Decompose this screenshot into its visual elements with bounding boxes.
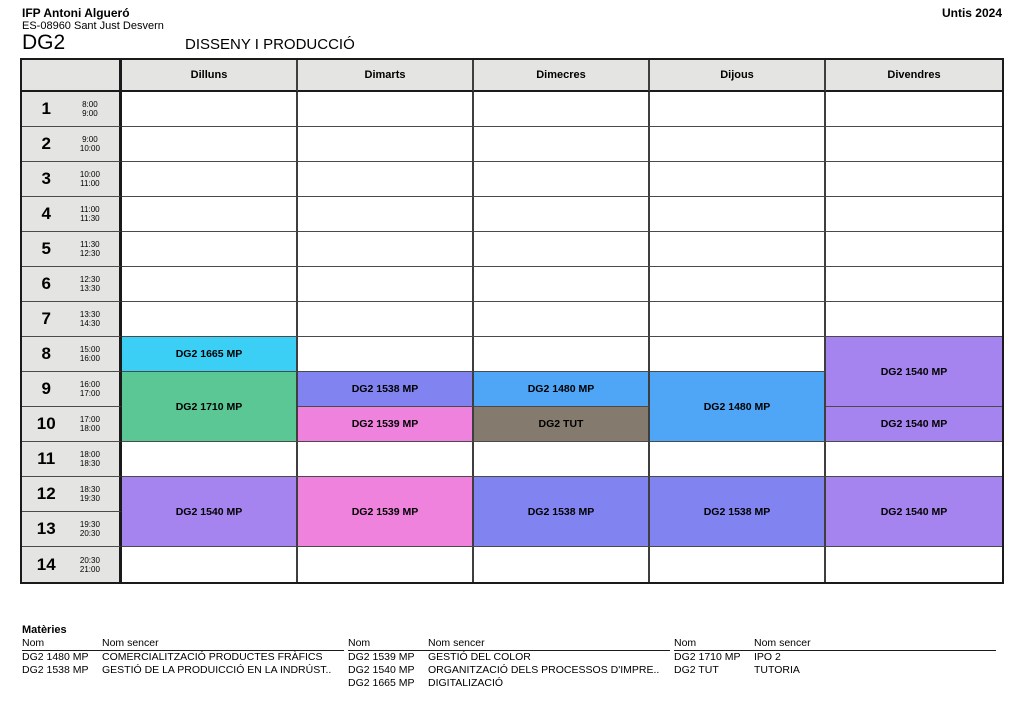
period-times: 11:00 11:30: [80, 205, 100, 223]
timetable-cell: [650, 127, 826, 162]
subject-code: DG2 TUT: [674, 664, 719, 676]
subject-code: DG2 1540 MP: [348, 664, 415, 676]
period-number: 11: [37, 449, 56, 468]
timetable-cell: [826, 267, 1002, 302]
period-times: 11:30 12:30: [79, 240, 100, 258]
timetable-cell: [298, 547, 474, 582]
lesson-block: DG2 1538 MP: [474, 477, 650, 547]
legend-row: [348, 664, 670, 677]
timetable-cell: [650, 92, 826, 127]
period-times: 20:30 21:00: [79, 555, 100, 574]
school-address: ES-08960 Sant Just Desvern: [22, 20, 164, 32]
period-number: 14: [36, 554, 56, 574]
subject-code: DG2 1480 MP: [22, 651, 89, 663]
legend-title: Matèries: [22, 624, 67, 636]
timetable-cell: [298, 162, 474, 197]
legend-row: [348, 651, 670, 664]
subject-code: DG2 1665 MP: [348, 677, 415, 689]
period-number: 7: [41, 309, 51, 328]
legend-row: [22, 664, 344, 677]
period-number: 9: [41, 379, 51, 398]
period-cell: [22, 127, 122, 162]
timetable-cell: [122, 197, 298, 232]
timetable-cell: [122, 302, 298, 337]
timetable-cell: [650, 197, 826, 232]
timetable-cell: [826, 127, 1002, 162]
timetable-cell: [650, 442, 826, 477]
lesson-block: DG2 1538 MP: [298, 372, 474, 407]
period-times: 10:00 11:00: [79, 170, 100, 188]
period-cell: [22, 232, 122, 267]
legend-header-nom-sencer: Nom sencer: [102, 637, 159, 649]
period-cell: [22, 372, 122, 407]
timetable-cell: [474, 337, 650, 372]
school-name: IFP Antoni Algueró: [22, 6, 130, 20]
day-header-divendres: Divendres: [826, 60, 1002, 92]
timetable-grid: [20, 58, 1004, 584]
period-cell: [22, 92, 122, 127]
class-title: DISSENY I PRODUCCIÓ: [185, 36, 355, 53]
timetable-cell: [298, 442, 474, 477]
subject-code: DG2 1538 MP: [22, 664, 89, 676]
timetable-cell: [122, 442, 298, 477]
day-header-dimarts: Dimarts: [298, 60, 474, 92]
timetable-cell: [826, 92, 1002, 127]
lesson-block: DG2 1710 MP: [122, 372, 298, 442]
period-cell: [22, 442, 122, 477]
subject-name: GESTIÓ DE LA PRODUICCIÓ EN LA INDRÚST..: [102, 664, 332, 676]
period-number: 10: [36, 414, 56, 433]
timetable-cell: [474, 127, 650, 162]
timetable-cell: [650, 302, 826, 337]
period-times: 8:00 9:00: [82, 100, 98, 118]
legend-header-nom: Nom: [348, 637, 371, 649]
period-times: 19:30 20:30: [79, 520, 100, 538]
lesson-block: DG2 1539 MP: [298, 477, 474, 547]
period-cell: [22, 267, 122, 302]
legend-row: [674, 651, 996, 664]
timetable-cell: [298, 267, 474, 302]
period-times: 12:30 13:30: [79, 275, 100, 293]
legend-header-nom: Nom: [674, 637, 697, 649]
legend-header-nom: Nom: [22, 637, 45, 649]
timetable-cell: [826, 547, 1002, 582]
legend-column: [22, 637, 344, 690]
timetable-cell: [122, 267, 298, 302]
timetable-cell: [298, 337, 474, 372]
period-times: 18:30 19:30: [79, 485, 100, 503]
timetable-cell: [650, 337, 826, 372]
legend-header: [674, 637, 996, 651]
lesson-block: DG2 1480 MP: [474, 372, 650, 407]
timetable-cell: [474, 92, 650, 127]
legend-columns: [22, 637, 1002, 690]
lesson-block: DG2 1540 MP: [826, 407, 1002, 442]
subject-name: IPO 2: [754, 651, 781, 663]
period-number: 1: [41, 99, 51, 118]
subject-code: DG2 1539 MP: [348, 651, 415, 663]
legend-row: [22, 651, 344, 664]
period-cell: [22, 477, 122, 512]
period-cell: [22, 302, 122, 337]
period-number: 5: [41, 239, 51, 258]
timetable-cell: [122, 232, 298, 267]
timetable-cell: [650, 162, 826, 197]
timetable-cell: [826, 302, 1002, 337]
period-cell: [22, 512, 122, 547]
legend: [22, 624, 1002, 690]
timetable-cell: [298, 232, 474, 267]
legend-row: [674, 664, 996, 677]
period-number: 2: [41, 134, 51, 153]
timetable-cell: [122, 547, 298, 582]
app-version: Untis 2024: [941, 6, 1002, 20]
timetable-cell: [122, 92, 298, 127]
period-cell: [22, 197, 122, 232]
class-code: DG2: [22, 31, 66, 54]
timetable-corner: [22, 60, 122, 92]
lesson-block: DG2 1540 MP: [826, 337, 1002, 407]
period-times: 17:00 18:00: [79, 415, 100, 433]
period-number: 8: [41, 344, 51, 363]
timetable-cell: [650, 232, 826, 267]
timetable-cell: [650, 547, 826, 582]
period-times: 15:00 16:00: [79, 345, 100, 363]
lesson-block: DG2 1665 MP: [122, 337, 298, 372]
period-cell: [22, 337, 122, 372]
lesson-block: DG2 TUT: [474, 407, 650, 442]
timetable-cell: [298, 302, 474, 337]
timetable-cell: [474, 442, 650, 477]
period-times: 18:00 18:30: [79, 450, 100, 468]
period-number: 3: [41, 169, 51, 188]
subject-code: DG2 1710 MP: [674, 651, 741, 663]
period-number: 6: [41, 274, 51, 293]
lesson-block: DG2 1539 MP: [298, 407, 474, 442]
timetable-cell: [826, 197, 1002, 232]
subject-name: ORGANITZACIÓ DELS PROCESSOS D'IMPRE..: [428, 664, 660, 676]
day-header-dilluns: Dilluns: [122, 60, 298, 92]
timetable-cell: [474, 547, 650, 582]
timetable-cell: [474, 162, 650, 197]
day-header-dijous: Dijous: [650, 60, 826, 92]
legend-row: [348, 677, 670, 690]
period-number: 4: [41, 204, 51, 223]
subject-name: DIGITALIZACIÓ: [428, 677, 504, 689]
period-number: 12: [36, 484, 56, 503]
legend-column: [348, 637, 670, 690]
period-cell: [22, 407, 122, 442]
day-header-dimecres: Dimecres: [474, 60, 650, 92]
legend-column: [674, 637, 996, 690]
lesson-block: DG2 1540 MP: [826, 477, 1002, 547]
period-times: 16:00 17:00: [79, 380, 100, 398]
period-cell: [22, 162, 122, 197]
lesson-block: DG2 1540 MP: [122, 477, 298, 547]
period-times: 13:30 14:30: [79, 310, 100, 328]
timetable-cell: [122, 162, 298, 197]
subject-name: COMERCIALITZACIÓ PRODUCTES FRÀFICS: [102, 651, 323, 663]
lesson-block: DG2 1538 MP: [650, 477, 826, 547]
legend-header-nom-sencer: Nom sencer: [754, 637, 811, 649]
timetable-cell: [298, 127, 474, 162]
timetable-cell: [474, 267, 650, 302]
legend-header-nom-sencer: Nom sencer: [428, 637, 485, 649]
timetable-cell: [474, 302, 650, 337]
lesson-block: DG2 1480 MP: [650, 372, 826, 442]
timetable-cell: [122, 127, 298, 162]
period-number: 13: [36, 519, 56, 538]
subject-name: TUTORIA: [754, 664, 800, 676]
subject-name: GESTIÓ DEL COLOR: [428, 651, 531, 663]
timetable-cell: [298, 92, 474, 127]
timetable-cell: [826, 162, 1002, 197]
timetable-cell: [474, 232, 650, 267]
timetable-cell: [650, 267, 826, 302]
legend-header: [22, 637, 344, 651]
period-times: 9:00 10:00: [79, 135, 100, 153]
timetable-cell: [474, 197, 650, 232]
timetable-cell: [298, 197, 474, 232]
timetable-cell: [826, 232, 1002, 267]
timetable-cell: [826, 442, 1002, 477]
legend-header: [348, 637, 670, 651]
period-cell: [22, 547, 122, 582]
